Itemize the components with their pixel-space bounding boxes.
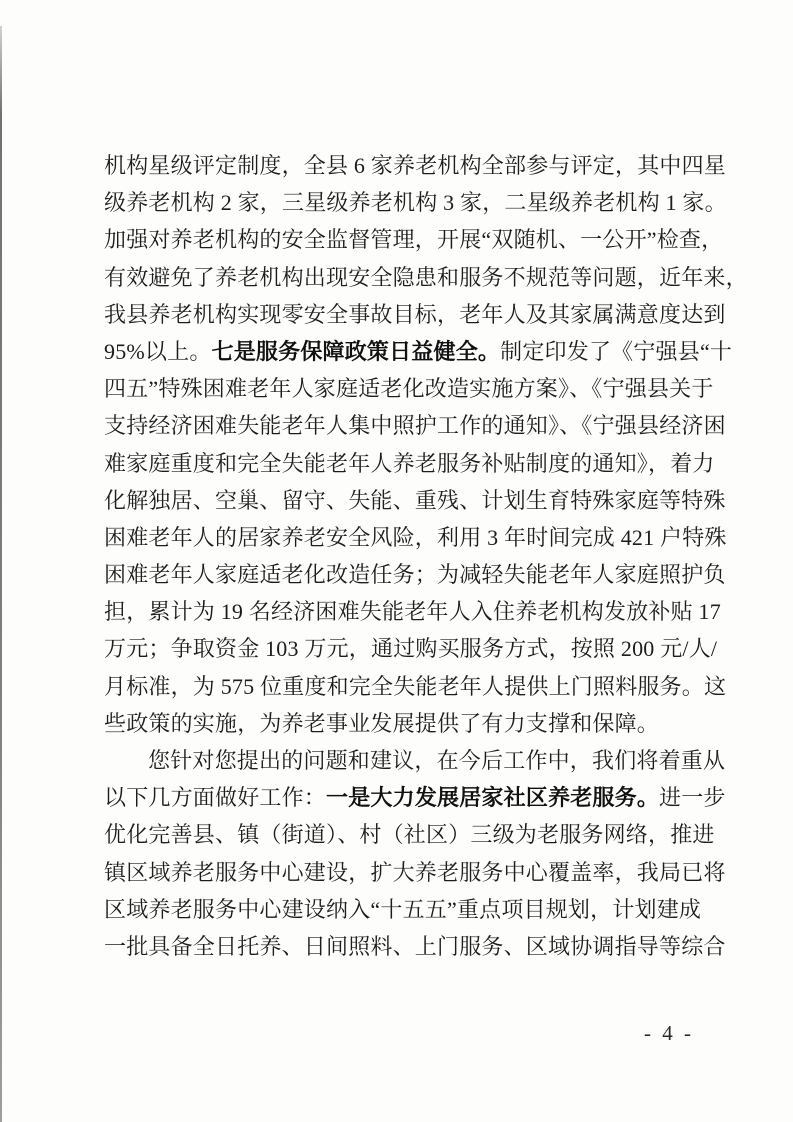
text-run: 级养老机构 2 家，三星级养老机构 3 家，二星级养老机构 1 家。 xyxy=(104,190,727,216)
text-run: 95%以上。 xyxy=(104,338,212,364)
document-body xyxy=(104,147,748,965)
text-line xyxy=(104,519,728,556)
text-line xyxy=(104,445,728,482)
text-line xyxy=(104,482,728,519)
text-run: 四五”特殊困难老年人家庭适老化改造实施方案》、《宁强县关于 xyxy=(104,376,714,402)
bold-text-run: 七是服务保障政策日益健全。 xyxy=(211,338,501,364)
text-line xyxy=(104,854,728,891)
text-line xyxy=(104,407,728,444)
text-run: 优化完善县、镇（街道）、村（社区）三级为老服务网络，推进 xyxy=(104,822,715,848)
paragraph-service-guarantee xyxy=(104,147,748,742)
text-run: 支持经济困难失能老年人集中照护工作的通知》、《宁强县经济困 xyxy=(104,413,726,439)
text-run: 加强对养老机构的安全监督管理，开展“双随机、一公开”检查， xyxy=(104,227,724,253)
text-line xyxy=(104,630,728,667)
text-run: 困难老年人的居家养老安全风险，利用 3 年时间完成 421 户特殊 xyxy=(104,524,727,550)
page-number: - 4 - xyxy=(644,1021,694,1045)
text-line xyxy=(104,221,728,258)
text-run: 一批具备全日托养、日间照料、上门服务、区域协调指导等综合 xyxy=(104,933,726,959)
text-run: 区域养老服务中心建设纳入“十五五”重点项目规划，计划建成 xyxy=(104,896,702,922)
text-run: 难家庭重度和完全失能老年人养老服务补贴制度的通知》，着力 xyxy=(104,450,715,476)
text-run: 以下几方面做好工作： xyxy=(104,785,327,811)
text-line xyxy=(104,705,728,742)
text-run: 有效避免了养老机构出现安全隐患和服务不规范等问题，近年来， xyxy=(104,264,748,290)
text-run: 月标准，为 575 位重度和完全失能老年人提供上门照料服务。这 xyxy=(104,673,727,699)
text-run: 您针对您提出的问题和建议，在今后工作中，我们将着重从 xyxy=(148,748,726,773)
paragraph-future-work xyxy=(104,742,728,965)
text-run: 困难老年人家庭适老化改造任务；为减轻失能老年人家庭照护负 xyxy=(104,562,726,588)
text-run: 制定印发了《宁强县“十 xyxy=(500,338,733,364)
text-line xyxy=(104,259,748,296)
text-line xyxy=(104,556,728,593)
text-line xyxy=(104,928,728,965)
bold-text-run: 一是大力发展居家社区养老服务。 xyxy=(326,785,660,811)
text-run: 机构星级评定制度，全县 6 家养老机构全部参与评定，其中四星 xyxy=(104,153,727,178)
text-line xyxy=(104,184,728,221)
text-line xyxy=(104,147,728,184)
text-line xyxy=(104,891,728,928)
text-run: 化解独居、空巢、留守、失能、重残、计划生育特殊家庭等特殊 xyxy=(104,487,726,513)
text-line xyxy=(104,816,728,853)
text-line xyxy=(104,593,728,630)
text-run: 镇区域养老服务中心建设，扩大养老服务中心覆盖率，我局已将 xyxy=(104,859,726,885)
text-run: 万元；争取资金 103 万元，通过购买服务方式，按照 200 元/人/ xyxy=(104,636,718,662)
text-run: 我县养老机构实现零安全事故目标，老年人及其家属满意度达到 xyxy=(104,301,726,327)
text-run: 些政策的实施，为养老事业发展提供了有力支撑和保障。 xyxy=(104,710,660,736)
scan-edge-artifact xyxy=(0,26,2,1122)
text-line xyxy=(104,779,728,816)
text-run: 进一步 xyxy=(659,785,726,811)
text-line xyxy=(104,668,728,705)
text-line xyxy=(104,370,728,407)
text-line xyxy=(104,333,733,370)
text-line xyxy=(104,296,728,333)
text-run: 担，累计为 19 名经济困难失能老年人入住养老机构发放补贴 17 xyxy=(104,599,721,625)
text-line xyxy=(104,742,728,779)
